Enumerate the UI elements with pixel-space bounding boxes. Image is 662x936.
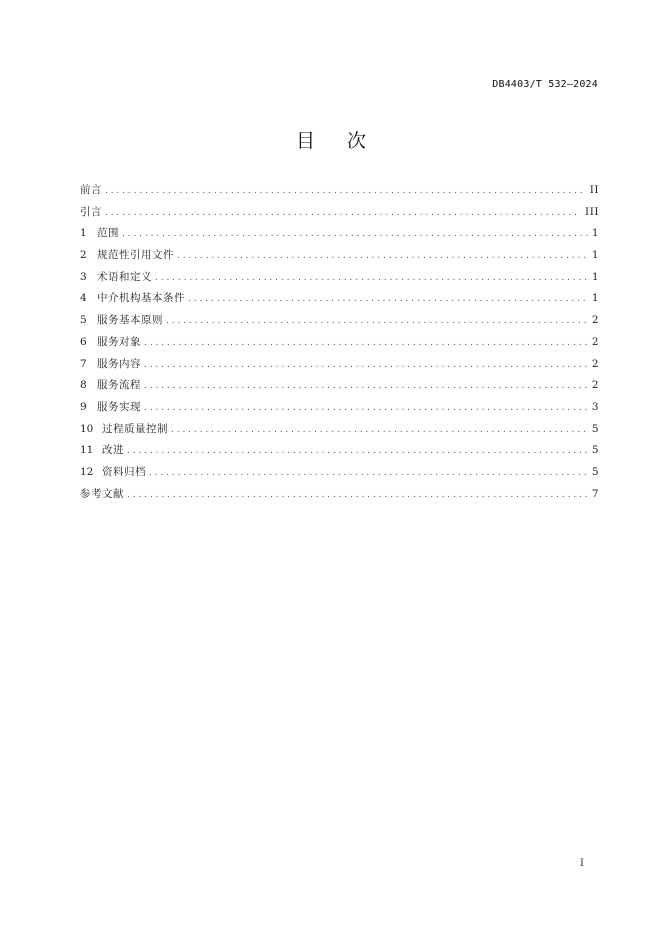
- toc-list: [80, 180, 599, 505]
- toc-entry-number: 7: [80, 357, 87, 370]
- toc-leader-dots: [144, 333, 588, 355]
- toc-entry-label: 服务基本原则: [97, 314, 163, 327]
- toc-entry-label: 规范性引用文件: [97, 249, 174, 262]
- toc-entry-page: 7: [591, 487, 599, 500]
- toc-entry-3[interactable]: [80, 267, 599, 289]
- toc-leader-dots: [105, 203, 581, 225]
- toc-leader-dots: [149, 463, 588, 485]
- toc-entry-6[interactable]: [80, 332, 599, 354]
- toc-entry-number: 11: [80, 444, 94, 457]
- toc-entry-5[interactable]: [80, 310, 599, 332]
- toc-entry-number: 2: [80, 249, 87, 262]
- toc-entry-number: 9: [80, 400, 87, 413]
- toc-entry-page: 3: [591, 400, 599, 413]
- toc-entry-10[interactable]: [80, 419, 599, 441]
- toc-entry-page: III: [585, 205, 599, 218]
- toc-entry-label: 资料归档: [102, 465, 146, 478]
- toc-leader-dots: [122, 224, 588, 246]
- toc-leader-dots: [127, 441, 588, 463]
- toc-entry-number: 8: [80, 379, 87, 392]
- toc-entry-number: 6: [80, 335, 87, 348]
- toc-entry-11[interactable]: [80, 440, 599, 462]
- toc-entry-foreword[interactable]: [80, 180, 599, 202]
- toc-leader-dots: [166, 311, 588, 333]
- toc-entry-page: 2: [591, 335, 599, 348]
- toc-entry-page: 1: [591, 227, 599, 240]
- toc-entry-number: 1: [80, 227, 87, 240]
- toc-leader-dots: [144, 355, 588, 377]
- toc-entry-number: 10: [80, 422, 94, 435]
- toc-entry-label: 服务流程: [97, 379, 141, 392]
- toc-entry-label: 范围: [97, 227, 119, 240]
- toc-entry-label: 服务对象: [97, 335, 141, 348]
- toc-entry-page: 2: [591, 314, 599, 327]
- toc-entry-label: 前言: [80, 184, 102, 196]
- toc-entry-page: 1: [591, 292, 599, 305]
- toc-leader-dots: [127, 485, 588, 507]
- toc-entry-1[interactable]: [80, 223, 599, 245]
- toc-entry-page: 5: [591, 422, 599, 435]
- toc-entry-label: 改进: [102, 444, 124, 457]
- toc-entry-label: 参考文献: [80, 487, 124, 500]
- toc-entry-label: 服务内容: [97, 357, 141, 370]
- toc-leader-dots: [144, 376, 588, 398]
- toc-entry-page: 5: [591, 465, 599, 478]
- toc-entry-4[interactable]: [80, 288, 599, 310]
- toc-entry-page: 1: [591, 270, 599, 283]
- toc-entry-number: 4: [80, 292, 87, 305]
- page-number: I: [580, 858, 584, 869]
- toc-leader-dots: [155, 268, 588, 290]
- toc-entry-2[interactable]: [80, 245, 599, 267]
- toc-entry-8[interactable]: [80, 375, 599, 397]
- toc-entry-number: 12: [80, 465, 94, 478]
- toc-entry-bibliography[interactable]: [80, 484, 599, 506]
- toc-entry-label: 引言: [80, 205, 102, 218]
- toc-leader-dots: [144, 398, 588, 420]
- toc-entry-label: 过程质量控制: [102, 422, 168, 435]
- toc-entry-number: 5: [80, 314, 87, 327]
- toc-entry-7[interactable]: [80, 354, 599, 376]
- toc-entry-page: 5: [591, 444, 599, 457]
- toc-entry-number: 3: [80, 270, 87, 283]
- standard-code: DB4403/T 532—2024: [492, 79, 598, 90]
- toc-entry-page: 2: [591, 357, 599, 370]
- toc-leader-dots: [105, 181, 586, 203]
- toc-entry-9[interactable]: [80, 397, 599, 419]
- toc-leader-dots: [188, 289, 588, 311]
- toc-entry-label: 中介机构基本条件: [97, 292, 185, 305]
- toc-entry-page: 1: [591, 249, 599, 262]
- toc-entry-label: 术语和定义: [97, 270, 152, 283]
- toc-leader-dots: [177, 246, 588, 268]
- toc-entry-label: 服务实现: [97, 400, 141, 413]
- toc-entry-page: II: [589, 184, 599, 196]
- toc-title: 目次: [295, 130, 398, 152]
- toc-entry-page: 2: [591, 379, 599, 392]
- toc-entry-introduction[interactable]: [80, 202, 599, 224]
- toc-leader-dots: [171, 420, 588, 442]
- toc-entry-12[interactable]: [80, 462, 599, 484]
